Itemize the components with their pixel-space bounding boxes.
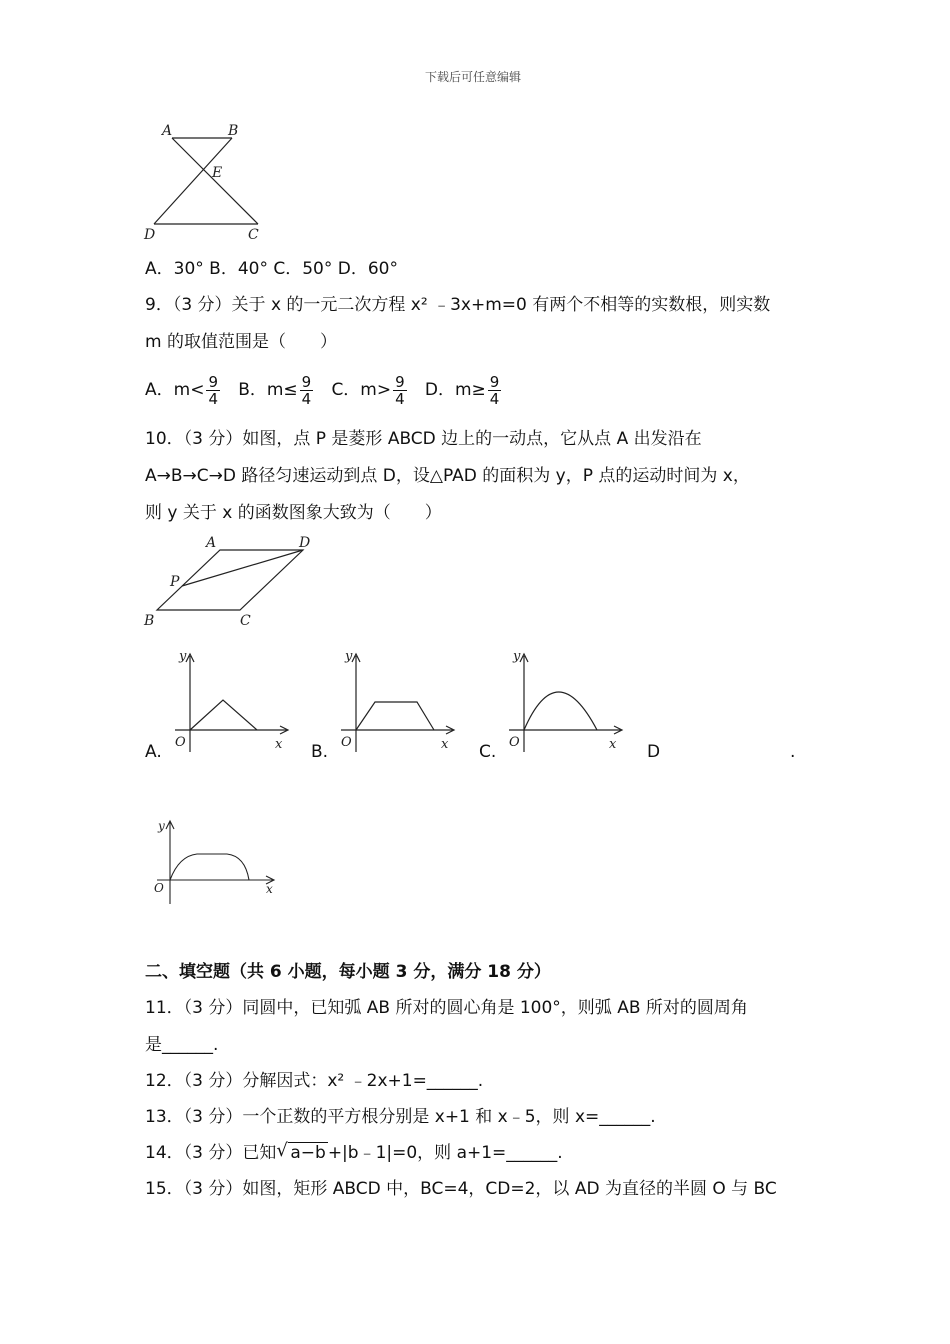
q11-line2: 是______. [145, 1035, 219, 1055]
q9-options [145, 372, 503, 412]
axis-y-label: y [179, 649, 187, 664]
axis-y-label: y [158, 819, 165, 833]
axis-y-label: y [513, 649, 521, 664]
q10-graph-b [331, 646, 461, 758]
axis-x-label: x [275, 737, 283, 752]
label-A: A [162, 123, 173, 139]
axis-x-label: x [266, 882, 273, 896]
fraction: $\frac{9}{4}$ [208, 372, 218, 408]
fraction: $\frac{9}{4}$ [489, 372, 500, 408]
q9-option-b: B．m≤ [238, 380, 298, 400]
origin-label: O [509, 735, 520, 750]
q10-graph-c [499, 646, 629, 758]
q10-option-d-end: . [790, 742, 796, 762]
axis-y-label: y [345, 649, 353, 664]
section-title: 二、填空题（共 6 小题，每小题 3 分，满分 18 分） [145, 962, 551, 982]
q10-graph-d [145, 814, 280, 909]
radicand: a−b [290, 1143, 326, 1163]
q13-text: 13．（3 分）一个正数的平方根分别是 x+1 和 x﹣5，则 x=______. [145, 1107, 656, 1127]
q14-suffix: +|b﹣1|=0，则 a+1=______. [327, 1143, 563, 1163]
q10-rhombus-figure [140, 530, 330, 630]
origin-label: O [341, 735, 352, 750]
label-C: C [248, 227, 259, 243]
page-header: 下载后可任意编辑 [425, 70, 522, 84]
label-P: P [170, 574, 180, 590]
q9-line2: m 的取值范围是（ ） [145, 332, 337, 352]
label-A: A [206, 535, 217, 551]
axis-x-label: x [609, 737, 617, 752]
label-B: B [144, 613, 155, 629]
q12-text: 12．（3 分）分解因式：x² ﹣2x+1=______. [145, 1071, 484, 1091]
label-E: E [212, 165, 223, 181]
q9-option-d: D．m≥ [424, 380, 486, 400]
q10-option-d-label: D [647, 742, 661, 762]
q10-line1: 10．（3 分）如图，点 P 是菱形 ABCD 边上的一动点，它从点 A 出发沿在 [145, 429, 702, 449]
origin-label: O [154, 881, 164, 895]
q10-option-a-label: A. [145, 742, 162, 762]
sqrt-expression: √ a−b [276, 1140, 326, 1163]
q10-line3: 则 y 关于 x 的函数图象大致为（ ） [145, 503, 442, 523]
label-D: D [144, 227, 156, 243]
origin-label: O [175, 735, 186, 750]
q9-option-c: C．m> [331, 380, 392, 400]
q15-text: 15．（3 分）如图，矩形 ABCD 中，BC=4，CD=2，以 AD 为直径的半圆 O 与 BC [145, 1179, 777, 1199]
q14-text [145, 1142, 563, 1164]
q9-line1: 9．（3 分）关于 x 的一元二次方程 x² ﹣3x+m=0 有两个不相等的实数根，则实数 [145, 295, 771, 315]
q8-figure [140, 118, 270, 246]
q8-options: A．30° B．40° C．50° D．60° [145, 259, 398, 279]
q9-option-a: A．m< [145, 380, 205, 400]
q10-line2: A→B→C→D 路径匀速运动到点 D，设△PAD 的面积为 y，P 点的运动时间为 x， [145, 466, 750, 486]
q11-line1: 11．（3 分）同圆中，已知弧 AB 所对的圆心角是 100°，则弧 AB 所对的圆周角 [145, 998, 748, 1018]
label-C: C [240, 613, 251, 629]
axis-x-label: x [441, 737, 449, 752]
label-D: D [299, 535, 311, 551]
q10-option-c-label: C. [479, 742, 497, 762]
q10-graph-a [165, 646, 295, 758]
fraction: $\frac{9}{4}$ [395, 372, 405, 408]
fraction: $\frac{9}{4}$ [301, 372, 312, 408]
q10-option-b-label: B. [311, 742, 329, 762]
q14-prefix: 14．（3 分）已知 [145, 1143, 277, 1163]
label-B: B [228, 123, 239, 139]
